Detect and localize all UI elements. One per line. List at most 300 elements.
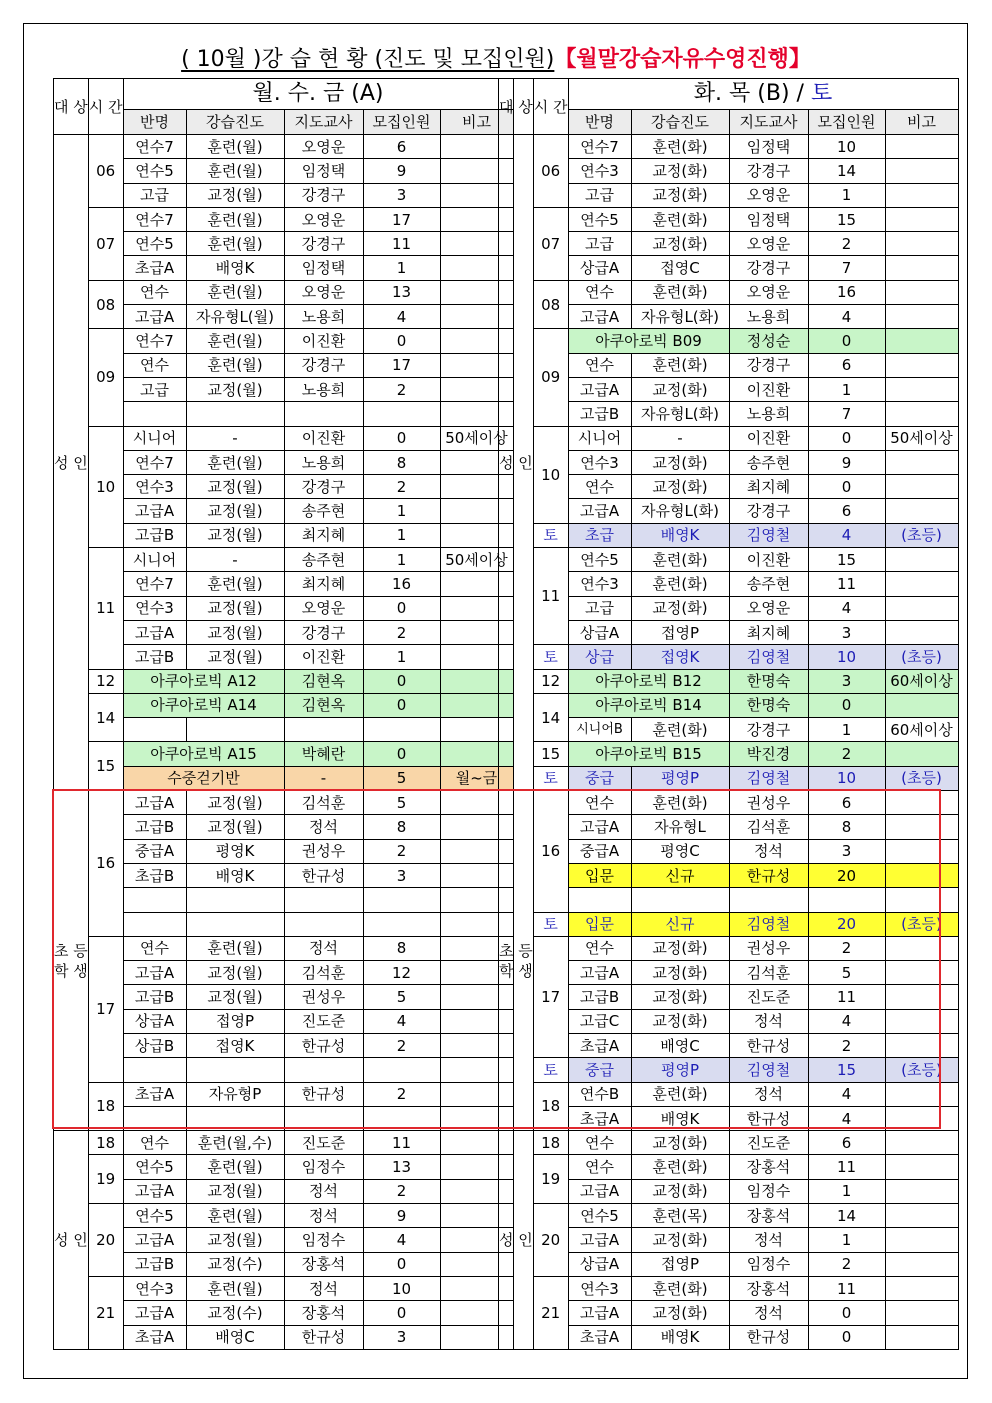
enroll-count: 8 xyxy=(363,450,440,474)
table-row xyxy=(499,402,959,426)
table-row xyxy=(54,329,514,353)
class-name: 초급A xyxy=(123,1082,186,1106)
table-row xyxy=(54,645,514,669)
column-header-teacher: 지도교사 xyxy=(729,110,808,135)
progress: 교정(화) xyxy=(631,159,729,183)
teacher: 강경구 xyxy=(284,353,363,377)
class-name: 고급 xyxy=(568,183,631,207)
enroll-count: 4 xyxy=(363,1228,440,1252)
table-row xyxy=(54,839,514,863)
enroll-count: 0 xyxy=(808,426,885,450)
class-name: 연수 xyxy=(123,280,186,304)
enroll-count: 2 xyxy=(363,620,440,644)
teacher: 임정택 xyxy=(729,207,808,231)
teacher: 장홍석 xyxy=(729,1204,808,1228)
enroll-count: 4 xyxy=(808,1009,885,1033)
table-row xyxy=(54,1033,514,1057)
note xyxy=(885,742,958,766)
time-slot: 17 xyxy=(533,936,568,1057)
enroll-count: 1 xyxy=(363,499,440,523)
class-name: 고급A xyxy=(568,499,631,523)
table-row xyxy=(499,232,959,256)
teacher: 임정수 xyxy=(729,1179,808,1203)
teacher: 노용희 xyxy=(284,305,363,329)
teacher: 송주현 xyxy=(729,450,808,474)
progress: 교정(월) xyxy=(186,499,284,523)
table-row xyxy=(54,572,514,596)
class-name: 연수B xyxy=(568,1082,631,1106)
progress: 교정(월) xyxy=(186,377,284,401)
progress: 교정(월) xyxy=(186,961,284,985)
class-name: 중급 xyxy=(568,1058,631,1082)
table-row xyxy=(499,620,959,644)
schedule-heading-saturday: 토 xyxy=(810,81,833,106)
note xyxy=(885,135,958,159)
enroll-count: 1 xyxy=(363,256,440,280)
enroll-count: 2 xyxy=(363,1082,440,1106)
teacher: 정석 xyxy=(729,1228,808,1252)
teacher xyxy=(284,718,363,742)
table-row xyxy=(499,135,959,159)
class-name: 고급A xyxy=(123,1301,186,1325)
teacher: 박혜란 xyxy=(284,742,363,766)
class-name xyxy=(123,718,186,742)
table-row xyxy=(54,1058,514,1082)
teacher: 김석훈 xyxy=(729,961,808,985)
table-row xyxy=(54,548,514,572)
teacher: 임정수 xyxy=(284,1155,363,1179)
table-row xyxy=(499,1325,959,1349)
class-name: 연수3 xyxy=(123,1276,186,1300)
class-name: 고급A xyxy=(123,305,186,329)
teacher: 김현옥 xyxy=(284,693,363,717)
table-row xyxy=(499,936,959,960)
teacher: 이진환 xyxy=(284,645,363,669)
enroll-count: 11 xyxy=(808,1276,885,1300)
table-row xyxy=(54,353,514,377)
time-slot: 19 xyxy=(533,1155,568,1204)
table-row xyxy=(499,1058,959,1082)
class-name: 연수3 xyxy=(568,572,631,596)
enroll-count: 5 xyxy=(363,791,440,815)
note xyxy=(885,450,958,474)
enroll-count: 3 xyxy=(808,620,885,644)
enroll-count: 3 xyxy=(363,1325,440,1349)
table-row xyxy=(54,718,514,742)
class-name: 연수 xyxy=(568,791,631,815)
progress: 교정(월) xyxy=(186,1228,284,1252)
table-row xyxy=(54,1276,514,1300)
enroll-count: 4 xyxy=(808,305,885,329)
progress: 교정(수) xyxy=(186,1252,284,1276)
class-name: 고급A xyxy=(568,961,631,985)
enroll-count: 1 xyxy=(808,1228,885,1252)
enroll-count: 4 xyxy=(808,1106,885,1130)
note: (초등) xyxy=(885,912,958,936)
teacher: 진도준 xyxy=(729,1131,808,1155)
progress xyxy=(186,718,284,742)
enroll-count: 0 xyxy=(363,426,440,450)
class-name xyxy=(123,1106,186,1130)
time-slot: 08 xyxy=(88,280,123,329)
progress: 접영K xyxy=(631,645,729,669)
class-name: 연수 xyxy=(568,353,631,377)
enroll-count: 5 xyxy=(808,961,885,985)
time-slot: 16 xyxy=(533,791,568,912)
teacher: 장홍석 xyxy=(284,1301,363,1325)
table-row xyxy=(499,256,959,280)
class-name: 입문 xyxy=(568,863,631,887)
teacher: 장홍석 xyxy=(729,1276,808,1300)
class-name: 아쿠아로빅 B09 xyxy=(568,329,729,353)
note xyxy=(885,475,958,499)
class-name: 연수5 xyxy=(123,159,186,183)
teacher: 정석 xyxy=(284,815,363,839)
header-group-label: 대 상 xyxy=(499,79,534,135)
class-name: 아쿠아로빅 A15 xyxy=(123,742,284,766)
table-row xyxy=(54,1179,514,1203)
column-header-note: 비고 xyxy=(440,110,513,135)
enroll-count xyxy=(363,1058,440,1082)
progress: 교정(화) xyxy=(631,1301,729,1325)
table-row xyxy=(54,377,514,401)
enroll-count xyxy=(808,888,885,912)
table-row xyxy=(54,1106,514,1130)
group-label: 초 등 학 생 xyxy=(54,791,89,1131)
teacher: 송주현 xyxy=(284,548,363,572)
table-row xyxy=(499,912,959,936)
table-row xyxy=(54,791,514,815)
time-slot: 18 xyxy=(533,1082,568,1131)
enroll-count: 10 xyxy=(808,766,885,790)
enroll-count: 14 xyxy=(808,1204,885,1228)
progress: 배영K xyxy=(186,256,284,280)
progress: 교정(월) xyxy=(186,645,284,669)
table-row xyxy=(54,305,514,329)
teacher: 임정택 xyxy=(284,159,363,183)
progress: 평영P xyxy=(631,766,729,790)
teacher: 강경구 xyxy=(729,256,808,280)
progress: 훈련(화) xyxy=(631,718,729,742)
enroll-count: 20 xyxy=(808,912,885,936)
table-row xyxy=(499,839,959,863)
teacher: 최지혜 xyxy=(729,475,808,499)
progress: 자유형L(월) xyxy=(186,305,284,329)
progress: 훈련(화) xyxy=(631,135,729,159)
teacher: 김영철 xyxy=(729,645,808,669)
table-row xyxy=(54,1204,514,1228)
saturday-label: 토 xyxy=(533,766,568,790)
teacher xyxy=(284,888,363,912)
table-row xyxy=(54,669,514,693)
teacher: 오영운 xyxy=(729,596,808,620)
note xyxy=(885,548,958,572)
enroll-count: 15 xyxy=(808,548,885,572)
enroll-count: 8 xyxy=(808,815,885,839)
class-name: 연수 xyxy=(568,280,631,304)
column-header-note: 비고 xyxy=(885,110,958,135)
progress: 교정(월) xyxy=(186,620,284,644)
table-row xyxy=(499,523,959,547)
class-name: 고급A xyxy=(123,1228,186,1252)
table-row xyxy=(499,207,959,231)
table-row xyxy=(499,280,959,304)
teacher: 김영철 xyxy=(729,912,808,936)
note xyxy=(885,693,958,717)
teacher: 임정택 xyxy=(729,135,808,159)
enroll-count: 3 xyxy=(363,863,440,887)
progress: 훈련(월,수) xyxy=(186,1131,284,1155)
time-slot: 18 xyxy=(88,1082,123,1131)
time-slot: 14 xyxy=(533,693,568,742)
progress: 교정(화) xyxy=(631,450,729,474)
note xyxy=(885,1252,958,1276)
progress: 훈련(화) xyxy=(631,280,729,304)
class-name: 중급 xyxy=(568,766,631,790)
time-slot: 21 xyxy=(533,1276,568,1349)
progress: 훈련(화) xyxy=(631,1082,729,1106)
note xyxy=(885,815,958,839)
teacher: 오영운 xyxy=(284,280,363,304)
progress: 접영P xyxy=(631,620,729,644)
progress: 배영C xyxy=(631,1033,729,1057)
table-row xyxy=(54,596,514,620)
teacher: 이진환 xyxy=(729,377,808,401)
progress: 자유형P xyxy=(186,1082,284,1106)
enroll-count xyxy=(363,888,440,912)
class-name: 시니어 xyxy=(123,548,186,572)
time-slot: 06 xyxy=(533,135,568,208)
teacher: 정석 xyxy=(284,1179,363,1203)
class-name: 연수7 xyxy=(123,450,186,474)
table-row xyxy=(54,232,514,256)
title-note: 【월말강습자유수영진행】 xyxy=(554,47,811,72)
enroll-count: 0 xyxy=(363,329,440,353)
class-name: 수중걷기반 xyxy=(123,766,284,790)
class-name: 아쿠아로빅 A14 xyxy=(123,693,284,717)
class-name: 아쿠아로빅 B15 xyxy=(568,742,729,766)
enroll-count: 6 xyxy=(808,791,885,815)
progress: 교정(화) xyxy=(631,985,729,1009)
table-row xyxy=(499,596,959,620)
teacher: 강경구 xyxy=(729,499,808,523)
progress: 훈련(월) xyxy=(186,1155,284,1179)
enroll-count: 10 xyxy=(808,645,885,669)
progress: 훈련(월) xyxy=(186,280,284,304)
class-name: 상급A xyxy=(568,1252,631,1276)
note xyxy=(885,936,958,960)
progress xyxy=(631,888,729,912)
progress: 배영C xyxy=(186,1325,284,1349)
time-slot: 12 xyxy=(533,669,568,693)
header-time-label: 시 간 xyxy=(533,79,568,135)
group-label: 성 인 xyxy=(499,1131,534,1350)
enroll-count: 10 xyxy=(363,1276,440,1300)
note xyxy=(885,499,958,523)
table-row xyxy=(499,791,959,815)
note xyxy=(885,791,958,815)
teacher: 이진환 xyxy=(729,426,808,450)
teacher: 정석 xyxy=(729,839,808,863)
table-row xyxy=(54,1131,514,1155)
teacher: 송주현 xyxy=(284,499,363,523)
teacher: 정석 xyxy=(729,1009,808,1033)
table-row xyxy=(499,863,959,887)
enroll-count: 8 xyxy=(363,815,440,839)
enroll-count xyxy=(363,912,440,936)
progress: 훈련(화) xyxy=(631,353,729,377)
group-label: 성 인 xyxy=(499,135,534,791)
teacher: 최지혜 xyxy=(729,620,808,644)
table-row xyxy=(499,718,959,742)
enroll-count: 2 xyxy=(363,1179,440,1203)
class-name: 상급A xyxy=(123,1009,186,1033)
note xyxy=(885,183,958,207)
note xyxy=(885,1179,958,1203)
teacher: 송주현 xyxy=(729,572,808,596)
note xyxy=(885,232,958,256)
class-name: 고급A xyxy=(568,1301,631,1325)
class-name: 연수 xyxy=(568,475,631,499)
teacher: 정석 xyxy=(729,1082,808,1106)
teacher: 정석 xyxy=(284,1204,363,1228)
progress: 배영K xyxy=(186,863,284,887)
note xyxy=(885,1301,958,1325)
table-row xyxy=(54,693,514,717)
enroll-count: 15 xyxy=(808,1058,885,1082)
teacher xyxy=(284,1106,363,1130)
progress: 배영K xyxy=(631,1325,729,1349)
table-row xyxy=(54,815,514,839)
progress: 평영C xyxy=(631,839,729,863)
saturday-label: 토 xyxy=(533,645,568,669)
class-name: 연수5 xyxy=(568,548,631,572)
progress: 훈련(월) xyxy=(186,1204,284,1228)
table-row xyxy=(54,207,514,231)
enroll-count: 2 xyxy=(808,742,885,766)
class-name: 연수5 xyxy=(123,232,186,256)
teacher: 김석훈 xyxy=(284,961,363,985)
class-name: 연수7 xyxy=(123,135,186,159)
note xyxy=(885,1276,958,1300)
progress: 교정(화) xyxy=(631,596,729,620)
note xyxy=(885,280,958,304)
table-row xyxy=(54,985,514,1009)
enroll-count: 8 xyxy=(363,936,440,960)
column-header-count: 모집인원 xyxy=(808,110,885,135)
class-name: 상급A xyxy=(568,620,631,644)
teacher: 한규성 xyxy=(729,1033,808,1057)
enroll-count: 5 xyxy=(363,985,440,1009)
progress: 신규 xyxy=(631,912,729,936)
class-name: 연수3 xyxy=(568,159,631,183)
table-row xyxy=(54,499,514,523)
class-name: 고급A xyxy=(123,1179,186,1203)
class-name: 상급A xyxy=(568,256,631,280)
progress: 훈련(월) xyxy=(186,353,284,377)
progress: 교정(월) xyxy=(186,791,284,815)
schedule-table-mwf xyxy=(53,78,514,1350)
teacher: 한명숙 xyxy=(729,693,808,717)
class-name: 중급A xyxy=(123,839,186,863)
table-row xyxy=(499,548,959,572)
progress: 교정(화) xyxy=(631,183,729,207)
note xyxy=(885,888,958,912)
teacher: 강경구 xyxy=(729,353,808,377)
enroll-count: 13 xyxy=(363,1155,440,1179)
table-row xyxy=(499,329,959,353)
table-row xyxy=(54,475,514,499)
column-header-class: 반명 xyxy=(568,110,631,135)
enroll-count: 4 xyxy=(363,305,440,329)
enroll-count: 17 xyxy=(363,353,440,377)
table-row xyxy=(54,1325,514,1349)
enroll-count: 9 xyxy=(363,1204,440,1228)
time-slot: 20 xyxy=(533,1204,568,1277)
note xyxy=(885,329,958,353)
enroll-count: 1 xyxy=(808,183,885,207)
class-name: 아쿠아로빅 B14 xyxy=(568,693,729,717)
teacher: 진도준 xyxy=(284,1009,363,1033)
class-name: 연수 xyxy=(123,936,186,960)
table-row xyxy=(54,1301,514,1325)
enroll-count: 16 xyxy=(808,280,885,304)
time-slot: 18 xyxy=(533,1131,568,1155)
time-slot: 19 xyxy=(88,1155,123,1204)
enroll-count: 1 xyxy=(363,645,440,669)
note xyxy=(885,256,958,280)
enroll-count: 2 xyxy=(808,936,885,960)
class-name: 초급 xyxy=(568,523,631,547)
class-name: 입문 xyxy=(568,912,631,936)
class-name: 연수5 xyxy=(568,1204,631,1228)
table-row xyxy=(499,1033,959,1057)
progress: 훈련(월) xyxy=(186,159,284,183)
progress xyxy=(186,888,284,912)
table-row xyxy=(54,961,514,985)
column-header-count: 모집인원 xyxy=(363,110,440,135)
class-name: 고급 xyxy=(123,183,186,207)
note xyxy=(885,572,958,596)
table-row xyxy=(499,1228,959,1252)
class-name: 연수7 xyxy=(123,572,186,596)
header-time-label: 시 간 xyxy=(88,79,123,135)
teacher: 강경구 xyxy=(729,718,808,742)
enroll-count: 9 xyxy=(808,450,885,474)
class-name xyxy=(568,888,631,912)
enroll-count: 1 xyxy=(363,548,440,572)
column-header-progress: 강습진도 xyxy=(186,110,284,135)
progress: 교정(화) xyxy=(631,1179,729,1203)
teacher: 임정수 xyxy=(284,1228,363,1252)
enroll-count: 4 xyxy=(363,1009,440,1033)
class-name: 고급A xyxy=(123,961,186,985)
table-row xyxy=(499,572,959,596)
class-name: 연수3 xyxy=(123,475,186,499)
teacher: 권성우 xyxy=(284,839,363,863)
enroll-count: 6 xyxy=(363,135,440,159)
class-name: 연수 xyxy=(568,1155,631,1179)
enroll-count: 4 xyxy=(808,523,885,547)
class-name: 고급A xyxy=(568,377,631,401)
enroll-count xyxy=(363,402,440,426)
teacher xyxy=(729,888,808,912)
teacher: 임정수 xyxy=(729,1252,808,1276)
enroll-count: 0 xyxy=(808,475,885,499)
class-name: 아쿠아로빅 B12 xyxy=(568,669,729,693)
enroll-count: 0 xyxy=(808,1325,885,1349)
table-row xyxy=(499,1252,959,1276)
